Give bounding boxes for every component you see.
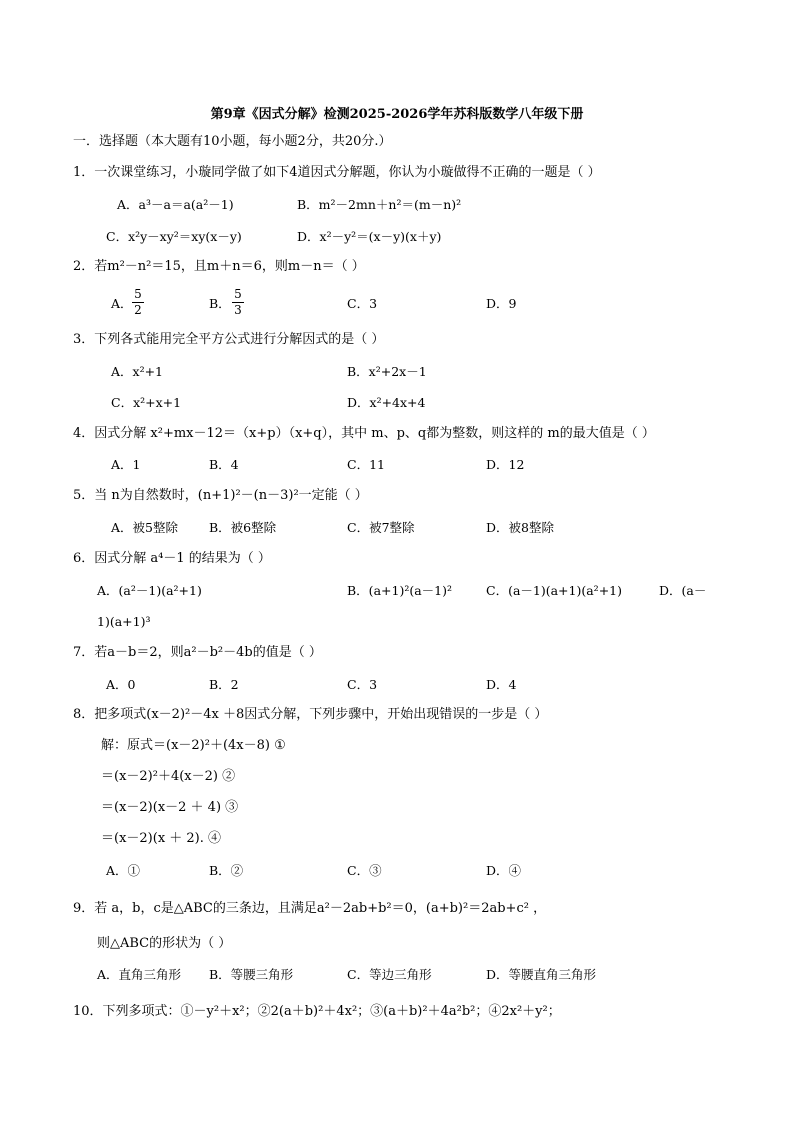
- question-2-option-a-label: A．: [111, 296, 133, 311]
- question-2-option-c: C．3: [347, 296, 378, 311]
- question-2-option-b-fraction: [232, 288, 244, 317]
- question-6-option-a: A．(a²－1)(a²+1): [97, 583, 202, 598]
- question-9-option-b: B．等腰三角形: [209, 967, 294, 982]
- question-3-option-d: D．x²+4x+4: [347, 395, 426, 410]
- page-title: 第9章《因式分解》检测2025-2026学年苏科版数学八年级下册: [210, 107, 584, 122]
- question-7-option-b: B．2: [209, 677, 239, 692]
- question-6-option-d: D．(a－: [659, 583, 707, 598]
- fraction-numerator: 5: [134, 287, 142, 301]
- question-8-step-1: 解：原式＝(x－2)²＋(4x－8) ①: [101, 738, 286, 753]
- question-7-option-d: D．4: [486, 677, 517, 692]
- question-4-option-c: C．11: [347, 457, 385, 472]
- question-2-option-b-label: B．: [209, 296, 231, 311]
- question-5-option-c: C．被7整除: [347, 520, 415, 535]
- question-1-stem: 1．一次课堂练习，小璇同学做了如下4道因式分解题，你认为小璇做得不正确的一题是（ ）: [73, 165, 601, 180]
- question-2-option-a-fraction: [132, 288, 144, 317]
- question-8-step-3: ＝(x－2)(x－2 ＋ 4) ③: [101, 800, 239, 815]
- question-5-option-d: D．被8整除: [486, 520, 554, 535]
- question-4-option-d: D．12: [486, 457, 525, 472]
- question-3-stem: 3．下列各式能用完全平方公式进行分解因式的是（ ）: [73, 332, 385, 347]
- question-9-option-d: D．等腰直角三角形: [486, 967, 597, 982]
- question-4-option-b: B．4: [209, 457, 239, 472]
- question-4-option-a: A．1: [111, 457, 141, 472]
- question-4-stem: 4．因式分解 x²+mx－12＝（x+p）（x+q），其中 m、p、q都为整数，则这样的 m的最大值是（ ）: [73, 426, 655, 441]
- fraction-denominator: 3: [234, 303, 242, 317]
- question-8-option-c: C．③: [347, 863, 382, 878]
- question-8-option-b: B．②: [209, 863, 244, 878]
- question-8-option-a: A．①: [106, 863, 141, 878]
- question-2-option-d: D．9: [486, 296, 517, 311]
- question-8-step-2: ＝(x－2)²＋4(x－2) ②: [101, 769, 236, 784]
- question-1-option-c: C．x²y－xy²＝xy(x－y): [106, 229, 242, 244]
- question-6-option-c: C．(a－1)(a+1)(a²+1): [486, 583, 622, 598]
- question-5-stem: 5．当 n为自然数时，(n+1)²－(n－3)²一定能（ ）: [73, 488, 368, 503]
- question-6-stem: 6．因式分解 a⁴－1 的结果为（ ）: [73, 551, 271, 566]
- question-6-option-b: B．(a+1)²(a－1)²: [347, 583, 452, 598]
- question-6-option-d-continued: 1)(a+1)³: [97, 614, 151, 629]
- question-8-step-4: ＝(x－2)(x ＋ 2). ④: [101, 831, 222, 846]
- question-9-stem: 9．若 a，b，c是△ABC的三条边，且满足a²－2ab+b²＝0，(a+b)²＝2ab+c² ，: [73, 901, 547, 916]
- question-8-stem: 8．把多项式(x－2)²－4x ＋8因式分解，下列步骤中，开始出现错误的一步是（ ）: [73, 707, 548, 722]
- question-2-stem: 2．若m²－n²＝15，且m＋n＝6，则m－n＝（ ）: [73, 259, 365, 274]
- question-7-option-a: A．0: [106, 677, 136, 692]
- question-1-option-a: A．a³－a＝a(a²－1): [117, 197, 234, 212]
- question-3-option-b: B．x²+2x－1: [347, 364, 427, 379]
- question-3-option-c: C．x²+x+1: [111, 395, 182, 410]
- question-7-stem: 7．若a－b＝2，则a²－b²－4b的值是（ ）: [73, 645, 322, 660]
- question-5-option-b: B．被6整除: [209, 520, 277, 535]
- question-5-option-a: A．被5整除: [111, 520, 178, 535]
- section-heading: 一．选择题（本大题有10小题，每小题2分，共20分.）: [73, 134, 392, 149]
- question-8-option-d: D．④: [486, 863, 522, 878]
- question-7-option-c: C．3: [347, 677, 378, 692]
- fraction-numerator: 5: [234, 287, 242, 301]
- question-9-option-a: A．直角三角形: [97, 967, 182, 982]
- question-3-option-a: A．x²+1: [111, 364, 164, 379]
- question-9-stem-continued: 则△ABC的形状为（ ）: [97, 936, 232, 951]
- question-1-option-d: D．x²－y²＝(x－y)(x＋y): [297, 229, 442, 244]
- question-9-option-c: C．等边三角形: [347, 967, 432, 982]
- question-10-stem: 10．下列多项式：①－y²＋x²；②2(a＋b)²＋4x²；③(a＋b)²＋4a²b²；④2x²＋y²；: [73, 1004, 561, 1019]
- fraction-denominator: 2: [134, 303, 142, 317]
- question-1-option-b: B．m²－2mn＋n²＝(m－n)²: [297, 197, 462, 212]
